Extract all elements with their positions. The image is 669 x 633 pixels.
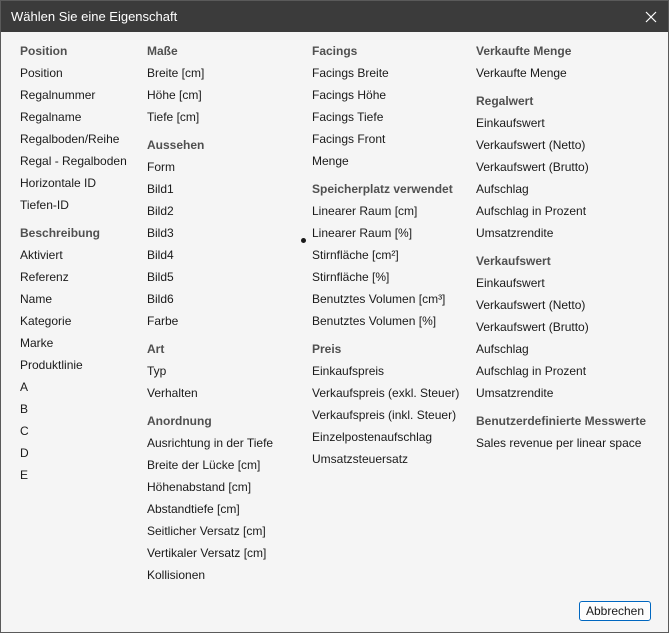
property-item[interactable]: Bild2	[147, 204, 174, 218]
property-item[interactable]: Aktiviert	[20, 248, 63, 262]
property-item[interactable]: Benutztes Volumen [cm³]	[312, 292, 446, 306]
property-item[interactable]: Aufschlag in Prozent	[476, 364, 587, 378]
property-item[interactable]: Breite der Lücke [cm]	[147, 458, 261, 472]
property-item[interactable]: Aufschlag in Prozent	[476, 204, 587, 218]
close-button[interactable]	[637, 3, 664, 30]
group-header-messwerte: Benutzerdefinierte Messwerte	[476, 414, 647, 428]
property-item[interactable]: Verkaufspreis (inkl. Steuer)	[312, 408, 457, 422]
group-header-masse: Maße	[147, 44, 178, 58]
group-header-speicherplatz: Speicherplatz verwendet	[312, 182, 453, 196]
property-item[interactable]: Horizontale ID	[20, 176, 97, 190]
group-header-art: Art	[147, 342, 165, 356]
property-item[interactable]: Tiefen-ID	[20, 198, 69, 212]
property-item[interactable]: Facings Front	[312, 132, 386, 146]
property-item[interactable]: Einkaufswert	[476, 276, 545, 290]
property-item[interactable]: Verkaufswert (Brutto)	[476, 320, 589, 334]
property-item[interactable]: Linearer Raum [%]	[312, 226, 413, 240]
property-item[interactable]: Stirnfläche [cm²]	[312, 248, 399, 262]
property-item[interactable]: B	[20, 402, 29, 416]
property-item[interactable]: Regalnummer	[20, 88, 96, 102]
property-item[interactable]: Ausrichtung in der Tiefe	[147, 436, 274, 450]
property-item[interactable]: Regalboden/Reihe	[20, 132, 120, 146]
cancel-button[interactable]: Abbrechen	[579, 601, 651, 621]
close-icon	[645, 11, 657, 23]
property-item[interactable]: A	[20, 380, 29, 394]
property-item[interactable]: Stirnfläche [%]	[312, 270, 390, 284]
property-item[interactable]: Höhe [cm]	[147, 88, 202, 102]
property-item[interactable]: Referenz	[20, 270, 69, 284]
property-item[interactable]: Bild5	[147, 270, 174, 284]
property-item[interactable]: Facings Höhe	[312, 88, 387, 102]
property-item[interactable]: Form	[147, 160, 175, 174]
property-item[interactable]: Bild1	[147, 182, 174, 196]
property-item[interactable]: Verkaufte Menge	[476, 66, 567, 80]
group-header-facings: Facings	[312, 44, 358, 58]
dialog-title: Wählen Sie eine Eigenschaft	[11, 9, 178, 24]
property-item[interactable]: Umsatzrendite	[476, 226, 554, 240]
property-item[interactable]: Breite [cm]	[147, 66, 205, 80]
property-item[interactable]: Abstandtiefe [cm]	[147, 502, 240, 516]
title-bar	[1, 1, 668, 32]
property-item[interactable]: Einzelpostenaufschlag	[312, 430, 433, 444]
property-item[interactable]: E	[20, 468, 29, 482]
property-item[interactable]: Verkaufswert (Netto)	[476, 138, 586, 152]
property-item[interactable]: Regal - Regalboden	[20, 154, 127, 168]
property-item[interactable]: Regalname	[20, 110, 82, 124]
property-item[interactable]: D	[20, 446, 29, 460]
group-header-position: Position	[20, 44, 68, 58]
property-item[interactable]: Umsatzrendite	[476, 386, 554, 400]
property-item[interactable]: Name	[20, 292, 53, 306]
group-header-verkaufte-menge: Verkaufte Menge	[476, 44, 572, 58]
property-item[interactable]: Vertikaler Versatz [cm]	[147, 546, 267, 560]
property-item[interactable]: Einkaufswert	[476, 116, 545, 130]
property-item[interactable]: Marke	[20, 336, 54, 350]
property-item[interactable]: Kategorie	[20, 314, 72, 328]
property-item[interactable]: Verkaufswert (Netto)	[476, 298, 586, 312]
property-item[interactable]: Tiefe [cm]	[147, 110, 200, 124]
property-item[interactable]: Verkaufswert (Brutto)	[476, 160, 589, 174]
property-item[interactable]: Produktlinie	[20, 358, 83, 372]
property-item[interactable]: Bild6	[147, 292, 174, 306]
property-item[interactable]: Höhenabstand [cm]	[147, 480, 252, 494]
property-list	[1, 32, 668, 632]
property-item[interactable]: Verkaufspreis (exkl. Steuer)	[312, 386, 460, 400]
property-item[interactable]: Position	[20, 66, 63, 80]
property-item[interactable]: Typ	[147, 364, 167, 378]
property-item[interactable]: Umsatzsteuersatz	[312, 452, 409, 466]
property-item[interactable]: C	[20, 424, 29, 438]
property-item[interactable]: Seitlicher Versatz [cm]	[147, 524, 266, 538]
property-item[interactable]: Bild3	[147, 226, 174, 240]
property-item[interactable]: Menge	[312, 154, 349, 168]
property-item[interactable]: Einkaufspreis	[312, 364, 385, 378]
property-item[interactable]: Facings Breite	[312, 66, 389, 80]
property-item[interactable]: Facings Tiefe	[312, 110, 384, 124]
property-item-selected[interactable]: Linearer Raum [cm]	[312, 204, 418, 218]
selected-bullet-icon	[301, 238, 306, 243]
group-header-preis: Preis	[312, 342, 342, 356]
property-item[interactable]: Kollisionen	[147, 568, 206, 582]
property-item[interactable]: Sales revenue per linear space	[476, 436, 642, 450]
group-header-regalwert: Regalwert	[476, 94, 534, 108]
group-header-aussehen: Aussehen	[147, 138, 205, 152]
property-item[interactable]: Aufschlag	[476, 342, 529, 356]
group-header-anordnung: Anordnung	[147, 414, 212, 428]
property-item[interactable]: Verhalten	[147, 386, 198, 400]
property-item[interactable]: Benutztes Volumen [%]	[312, 314, 437, 328]
property-item[interactable]: Farbe	[147, 314, 179, 328]
property-item[interactable]: Aufschlag	[476, 182, 529, 196]
group-header-verkaufswert: Verkaufswert	[476, 254, 551, 268]
group-header-beschreibung: Beschreibung	[20, 226, 101, 240]
property-item[interactable]: Bild4	[147, 248, 174, 262]
